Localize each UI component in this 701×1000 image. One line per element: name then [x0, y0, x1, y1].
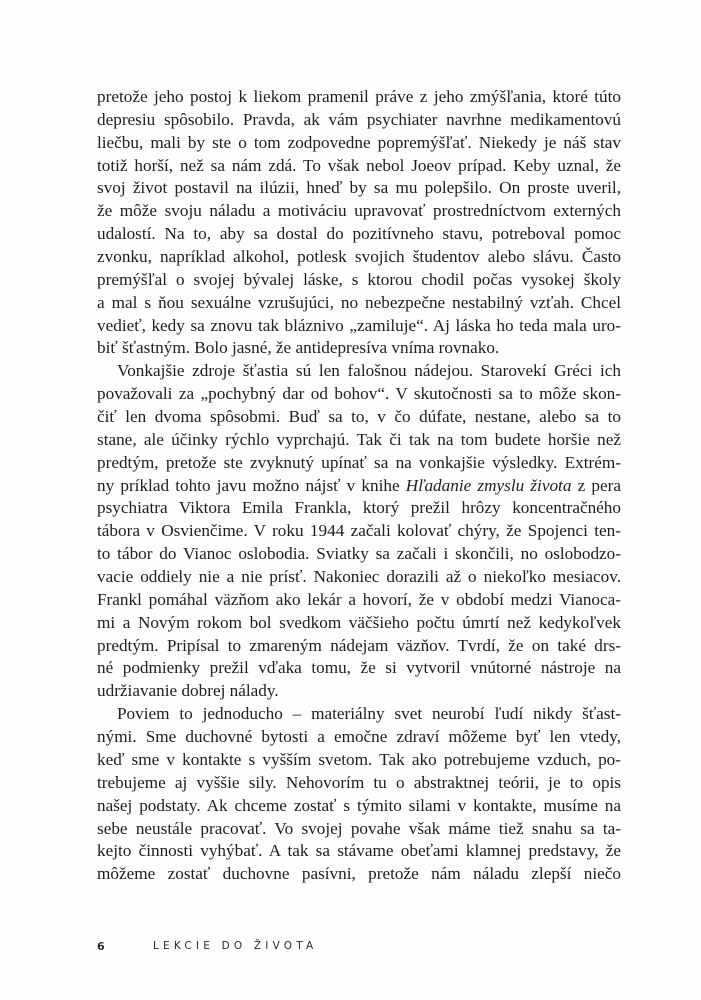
text-line: [97, 475, 621, 498]
text-line: vedieť, kedy sa znovu tak bláznivo „zamiluje“. Aj láska ho teda mala uro-: [97, 315, 621, 335]
text-line: že môže svoju náladu a motiváciu upravovať prostredníctvom externých: [97, 201, 621, 221]
text-line: môžeme zostať duchovne pasívni, pretože nám náladu zlepší niečo: [97, 864, 621, 884]
text-line: trebujeme aj vyššie sily. Nehovorím tu o abstraktnej teórii, je to opis: [97, 772, 621, 792]
text-line: sebe neustále pracovať. Vo svojej povahe však máme tiež snahu sa ta-: [97, 818, 621, 838]
text-line: predtým. Pripísal to zmareným nádejam väzňov. Tvrdí, že on také drs-: [97, 635, 621, 655]
text-line: mi a Novým rokom bol svedkom väčšieho počtu úmrtí než kedykoľvek: [97, 612, 621, 632]
text-line: udalostí. Na to, aby sa dostal do pozitívneho stavu, potreboval pomoc: [97, 224, 621, 244]
text-line: Poviem to jednoducho – materiálny svet neurobí ľudí nikdy šťast-: [117, 704, 621, 724]
text-line: Frankl pomáhal väzňom ako lekár a hovorí, že v období medzi Vianoca-: [97, 589, 621, 609]
text-line: zvonku, napríklad alkohol, potlesk svojich študentov alebo slávu. Často: [97, 247, 621, 267]
text-line: keď sme v kontakte s vyšším svetom. Tak ako potrebujeme vzduch, po-: [97, 749, 621, 769]
text-line: premýšľal o svojej bývalej láske, s ktorou chodil počas vysokej školy: [97, 269, 621, 289]
text-fragment: ny príklad tohto javu možno nájsť v knihe: [97, 475, 406, 495]
text-line: nými. Sme duchovné bytosti a emočne zdraví môžeme byť len vtedy,: [97, 727, 621, 747]
text-line: kejto činnosti vyhýbať. A tak sa stávame obeťami klamnej predstavy, že: [97, 841, 621, 861]
page-footer: [97, 938, 317, 954]
text-line: a mal s ňou sexuálne vzrušujúci, no nebezpečne nestabilný vzťah. Chcel: [97, 292, 621, 312]
running-title: LEKCIE DO ŽIVOTA: [153, 940, 318, 952]
text-line: pretože jeho postoj k liekom pramenil práve z jeho zmýšľania, ktoré túto: [97, 87, 621, 106]
text-line: udržiavanie dobrej nálady.: [97, 681, 279, 701]
text-line: né podmienky prežil vďaka tomu, že si vytvoril vnútorné nástroje na: [97, 658, 621, 678]
text-line: Vonkajšie zdroje šťastia sú len falošnou nádejou. Starovekí Gréci ich: [117, 361, 621, 381]
text-line: čiť len dvoma spôsobmi. Buď sa to, v čo dúfate, nestane, alebo sa to: [97, 407, 621, 427]
body-text: [97, 86, 621, 886]
text-line: považovali za „pochybný dar od bohov“. V skutočnosti sa to môže skon-: [97, 384, 621, 404]
text-fragment: z pera: [571, 475, 621, 495]
text-line: našej podstaty. Ak chceme zostať s týmito silami v kontakte, musíme na: [97, 795, 621, 815]
text-line: svoj život postavil na ilúzii, hneď by sa mu polepšilo. On proste uveril,: [97, 178, 621, 198]
book-title: Hľadanie zmyslu života: [405, 475, 572, 495]
text-line: predtým, pretože ste zvyknutý upínať sa na vonkajšie výsledky. Extrém-: [97, 452, 621, 472]
page-number: 6: [97, 939, 105, 953]
text-line: to tábor do Vianoc oslobodia. Sviatky sa začali i skončili, no oslobodzo-: [97, 544, 621, 564]
text-line: vacie oddiely nie a nie prísť. Nakoniec dorazili až o niekoľko mesiacov.: [97, 567, 621, 587]
text-line: tábora v Osvienčime. V roku 1944 začali kolovať chýry, že Spojenci ten-: [97, 521, 621, 541]
text-line: biť šťastným. Bolo jasné, že antidepresíva vníma rovnako.: [97, 338, 500, 358]
text-line: stane, ale účinky rýchlo vyprchajú. Tak či tak na tom budete horšie než: [97, 429, 621, 449]
text-line: depresiu spôsobilo. Pravda, ak vám psychiater navrhne medikamentovú: [97, 109, 621, 129]
text-line: liečbu, mali by ste o tom zodpovedne popremýšľať. Niekedy je náš stav: [97, 132, 621, 152]
text-line: psychiatra Viktora Emila Frankla, ktorý prežil hrôzy koncentračného: [97, 498, 621, 518]
text-line: totiž horší, než sa nám zdá. To však nebol Joeov prípad. Keby uznal, že: [97, 155, 621, 175]
